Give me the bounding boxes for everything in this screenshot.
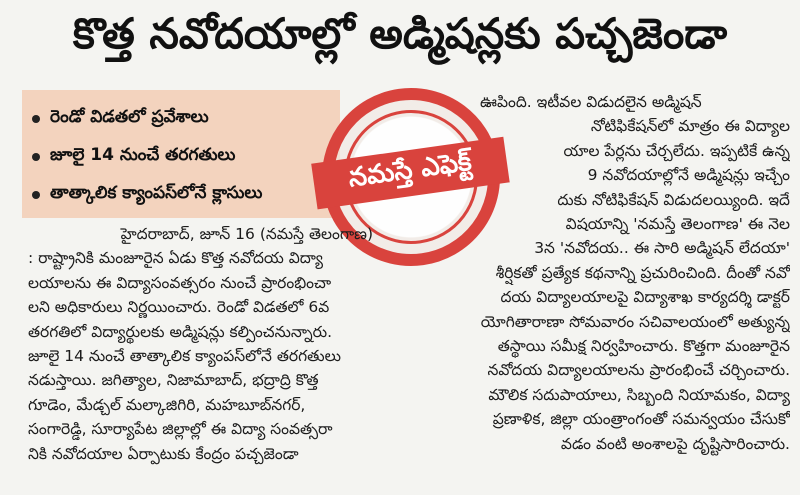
body-line: శీర్షికతో ప్రత్యేక కథనాన్ని ప్రచురించింది. దీంతో నవో <box>495 263 790 282</box>
body-line: యోగితారాణా సోమవారం సచివాలయంలో అత్యున్న <box>480 312 790 331</box>
body-line: 9 నవోదయాల్లోనే అడ్మిషన్లు ఇచ్చేం <box>587 166 790 185</box>
highlights-list <box>22 90 340 214</box>
body-line: : రాష్ట్రానికి మంజూరైన ఏడు కొత్త నవోదయ విద్యా <box>28 249 324 268</box>
article-column-right <box>412 90 790 456</box>
highlight-item <box>32 100 340 138</box>
highlight-text: తాత్కాలిక క్యాంపస్‌లోనే క్లాసులు <box>50 183 263 203</box>
highlights-box <box>22 90 340 218</box>
highlight-item <box>32 138 340 176</box>
headline: కొత్త నవోదయాల్లో అడ్మిషన్లకు పచ్చజెండా <box>72 9 728 58</box>
bullet-icon <box>32 153 40 161</box>
body-line: గూడెం, మేడ్చల్ మల్కాజిగిరి, మహబూబ్‌నగర్, <box>28 395 306 414</box>
dateline: హైదరాబాద్, జూన్ 16 (నమస్తే తెలంగాణ) <box>120 225 373 243</box>
body-line: 3న 'నవోదయ.. ఈ సారి అడ్మిషన్ లేదయా' <box>534 239 790 258</box>
body-line: నోటిఫికేషన్‌లో మాత్రం ఈ విద్యాల <box>590 117 790 136</box>
body-line: ప్రణాళిక, జిల్లా యంత్రాంగంతో సమన్వయం చేసుకో <box>492 410 790 429</box>
body-line: విషయాన్ని 'నమస్తే తెలంగాణ' ఈ నెల <box>565 215 790 234</box>
body-line: లయాలను ఈ విద్యాసంవత్సరం నుంచే ప్రారంభించా <box>28 273 332 292</box>
body-line: మౌలిక సదుపాయాలు, సిబ్బంది నియామకం, విద్యా <box>488 385 790 404</box>
bullet-icon <box>32 191 40 199</box>
article-column-left <box>28 222 373 466</box>
stamp-label: నమస్తే ఎఫెక్ట్ <box>311 137 510 210</box>
body-line: ఊపింది. ఇటీవల విడుదలైన అడ్మిషన్ <box>480 93 702 111</box>
highlight-text: జూలై 14 నుంచే తరగతులు <box>50 145 236 165</box>
body-line: లని అధికారులు నిర్ణయించారు. రెండో విడతలో 6వ <box>28 298 330 317</box>
body-line: నడుస్తాయి. జగిత్యాల, నిజామాబాద్, భద్రాద్రి కొత్త <box>28 371 319 390</box>
body-line: తస్థాయి సమీక్ష నిర్వహించారు. కొత్తగా మంజూరైన <box>497 337 790 356</box>
highlight-item <box>32 176 340 214</box>
highlight-text: రెండో విడతలో ప్రవేశాలు <box>50 107 209 127</box>
bullet-icon <box>32 115 40 123</box>
body-line: నవోదయ విద్యాలయాలను ప్రారంభించే చర్చించారు. <box>487 361 790 380</box>
body-line: సంగారెడ్డి, సూర్యాపేట జిల్లాల్లో ఈ విద్యా సంవత్సరా <box>28 420 333 439</box>
body-line: దుకు నోటిఫికేషన్ విడుదలయ్యింది. ఇదే <box>557 190 790 209</box>
body-line: తరగతిలో విద్యార్థులకు అడ్మిషన్లు కల్పించనున్నారు. <box>28 322 333 341</box>
body-line: జూలై 14 నుంచే తాత్కాలిక క్యాంపస్‌లోనే తరగతులు <box>28 347 341 366</box>
body-line: వడం వంటి అంశాలపై దృష్టిసారించారు. <box>560 434 790 453</box>
body-line: నికి నవోదయాల ఏర్పాటుకు కేంద్రం పచ్చజెండా <box>28 444 299 463</box>
body-line: దయ విద్యాలయాలపై విద్యాశాఖ కార్యదర్శి డాక్టర్ <box>500 288 790 307</box>
body-line: యాల పేర్లను చేర్చలేదు. ఇప్పటికే ఉన్న <box>563 141 790 160</box>
